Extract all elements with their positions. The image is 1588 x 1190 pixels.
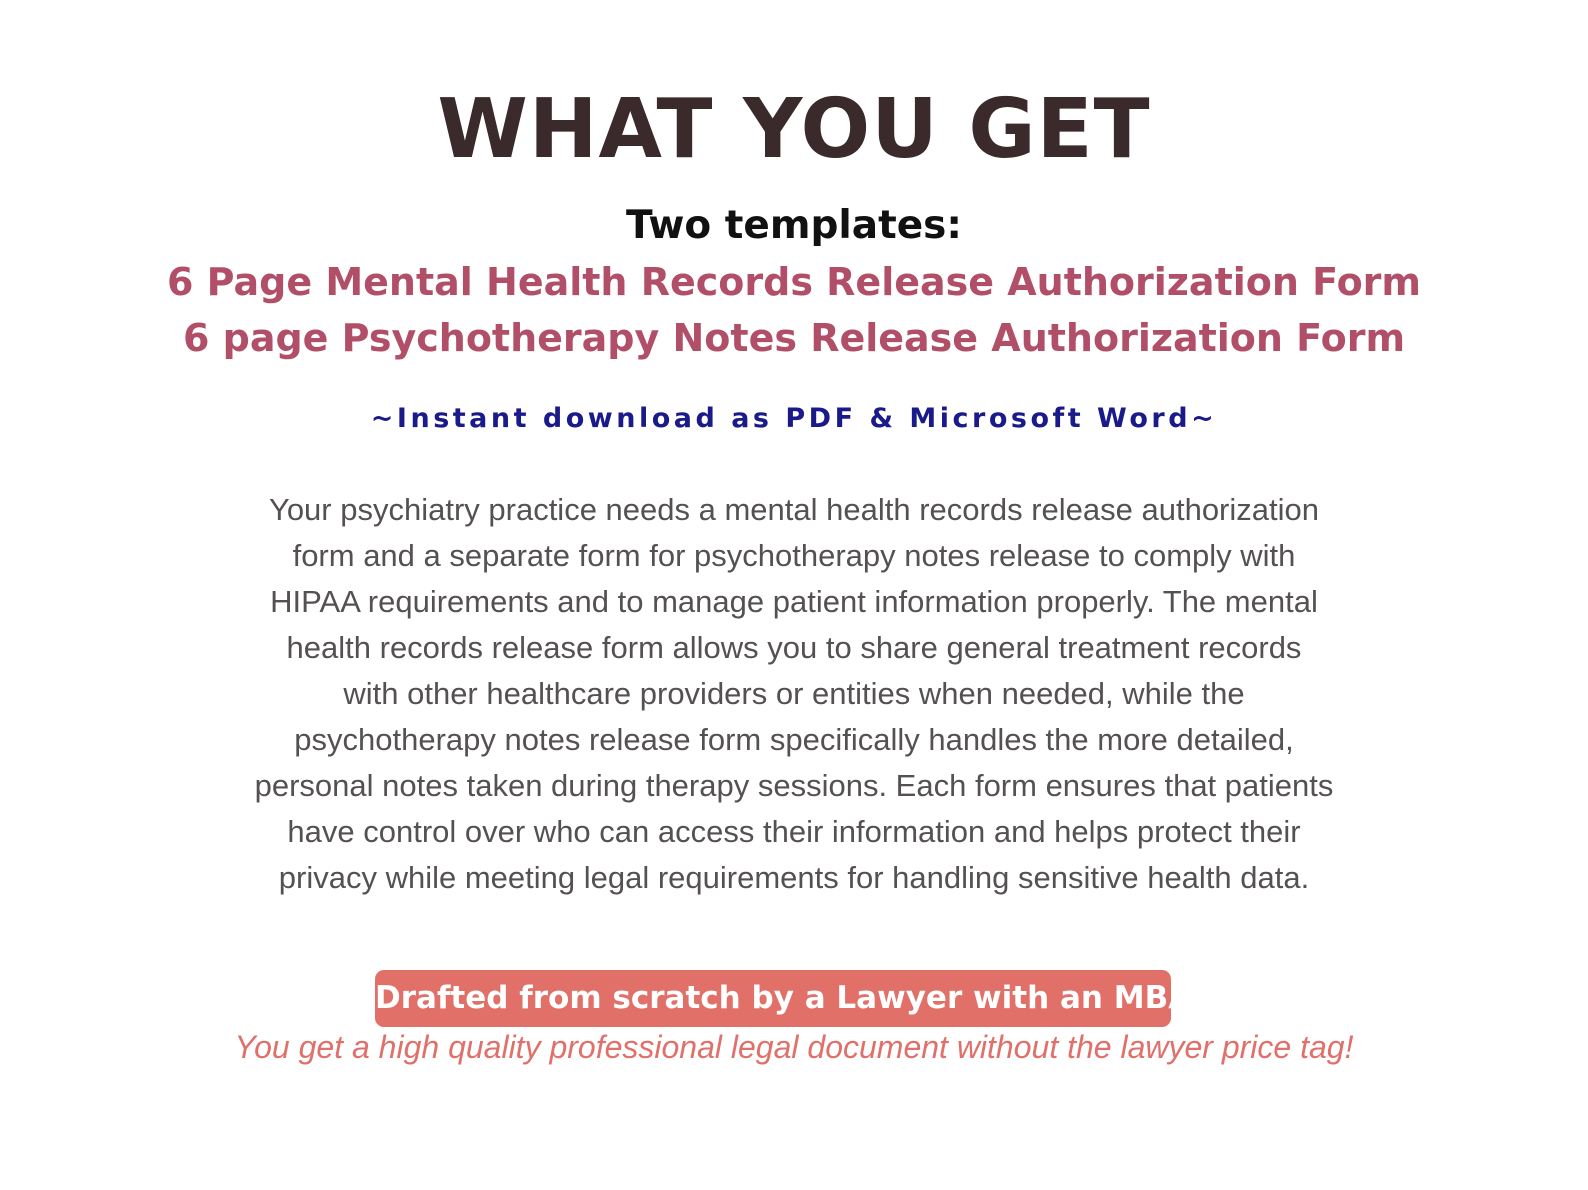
price-tagline: You get a high quality professional legal document without the lawyer price tag!	[234, 1029, 1354, 1065]
description-line: Your psychiatry practice needs a mental health records release authorization	[268, 492, 1319, 527]
description-line: personal notes taken during therapy sessions. Each form ensures that patients	[254, 768, 1334, 803]
template-item-psychotherapy-notes: 6 page Psychotherapy Notes Release Authorization Form	[182, 316, 1406, 360]
description-line: privacy while meeting legal requirements for handling sensitive health data.	[278, 860, 1310, 895]
download-format-note: ~Instant download as PDF & Microsoft Word~	[370, 403, 1218, 434]
template-list	[0, 254, 1588, 366]
description-line: have control over who can access their information and helps protect their	[287, 814, 1301, 849]
description-line: HIPAA requirements and to manage patient information properly. The mental	[270, 584, 1318, 619]
description-paragraph	[200, 487, 1388, 901]
description-line: form and a separate form for psychotherapy notes release to comply with	[292, 538, 1296, 573]
template-item-mental-health-records: 6 Page Mental Health Records Release Authorization Form	[166, 260, 1422, 304]
page-title: WHAT YOU GET	[437, 82, 1151, 177]
templates-subtitle: Two templates:	[626, 203, 962, 248]
lawyer-badge: Drafted from scratch by a Lawyer with an MBA.	[375, 970, 1171, 1027]
description-line: psychotherapy notes release form specifically handles the more detailed,	[294, 722, 1294, 757]
description-line: health records release form allows you to share general treatment records	[286, 630, 1302, 665]
description-line: with other healthcare providers or entities when needed, while the	[343, 676, 1245, 711]
